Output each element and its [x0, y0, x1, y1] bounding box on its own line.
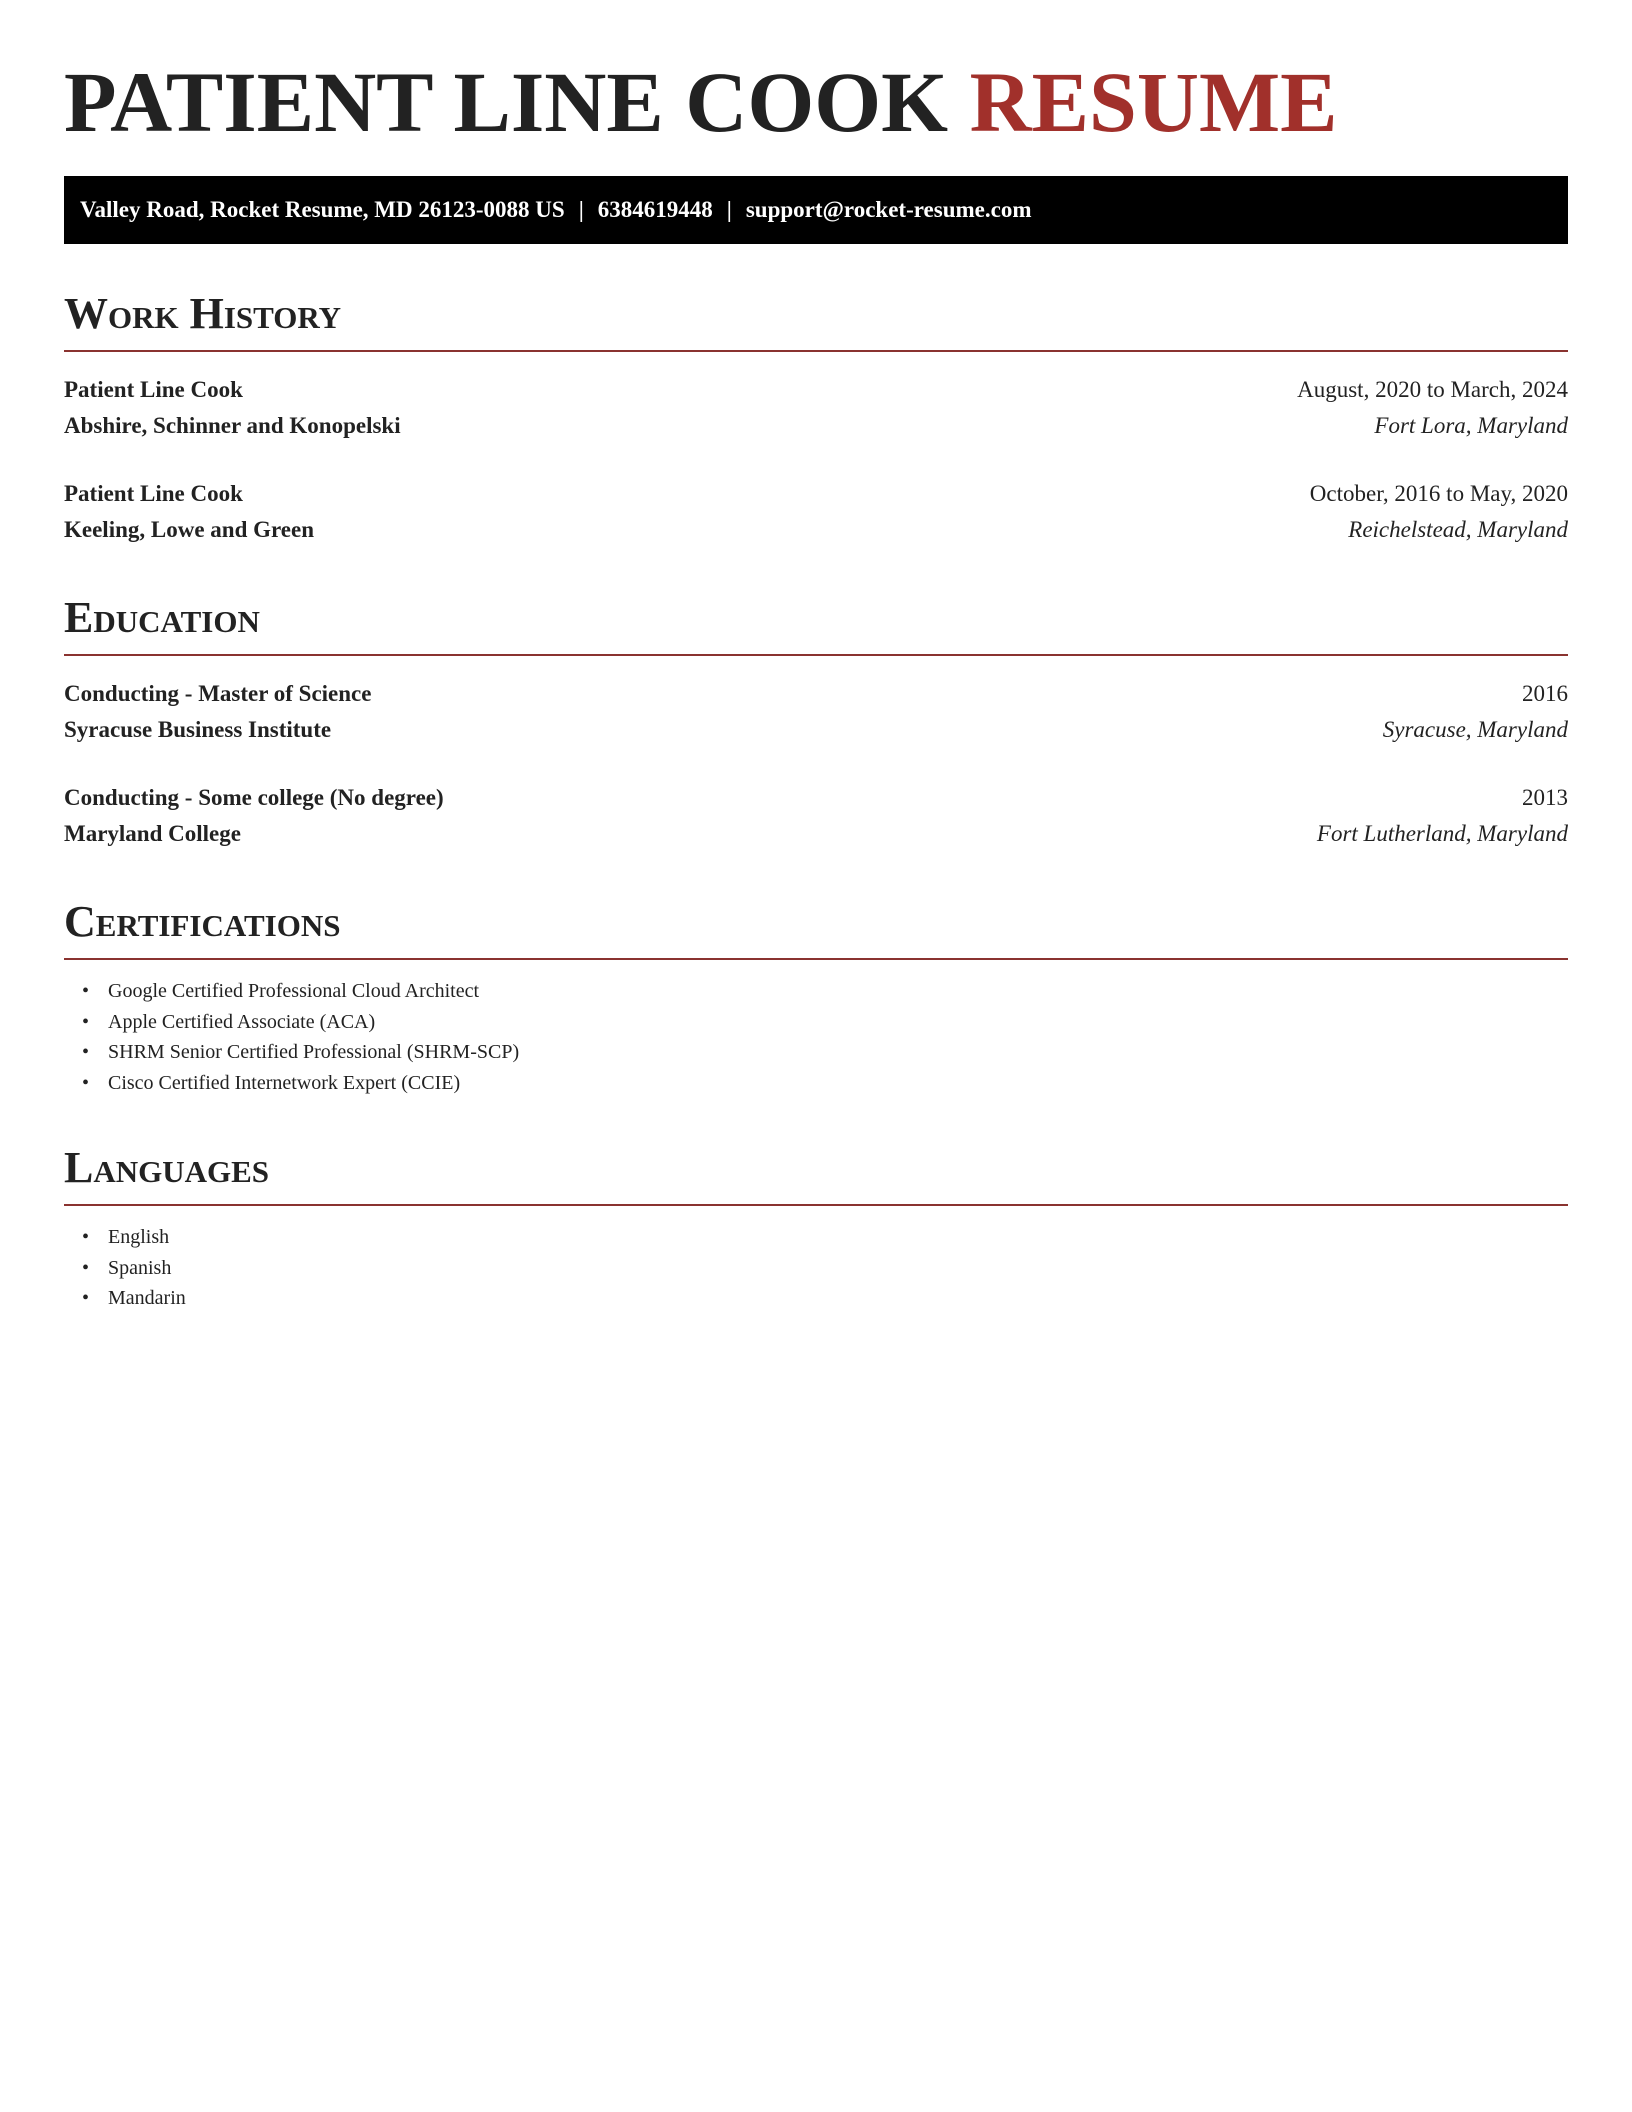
language-item: • English — [108, 1222, 1568, 1253]
education-entries — [64, 656, 1568, 852]
contact-email: support@rocket-resume.com — [745, 197, 1032, 222]
graduation-year: 2013 — [1522, 785, 1568, 810]
job-company-row — [64, 512, 1568, 548]
languages-section — [64, 1142, 1568, 1314]
job-location: Reichelstead, Maryland — [1348, 517, 1568, 542]
job-title: Patient Line Cook — [64, 377, 243, 402]
work-history-heading: Work History — [64, 288, 1568, 352]
contact-bar — [64, 176, 1568, 244]
title-main: PATIENT LINE COOK — [64, 54, 949, 150]
work-history-entries — [64, 352, 1568, 548]
languages-heading: Languages — [64, 1142, 1568, 1206]
work-history-section — [64, 288, 1568, 548]
contact-separator: | — [726, 197, 732, 222]
education-entry — [64, 676, 1568, 748]
language-item: • Spanish — [108, 1253, 1568, 1284]
school-row — [64, 816, 1568, 852]
school-location: Fort Lutherland, Maryland — [1316, 821, 1568, 846]
certification-item: • Cisco Certified Internetwork Expert (CCIE) — [108, 1068, 1568, 1099]
school: Syracuse Business Institute — [64, 717, 332, 742]
contact-address: Valley Road, Rocket Resume, MD 26123-0088 US — [80, 197, 565, 222]
graduation-year: 2016 — [1522, 681, 1568, 706]
degree: Conducting - Master of Science — [64, 681, 372, 706]
job-dates: October, 2016 to May, 2020 — [1309, 481, 1568, 506]
school-row — [64, 712, 1568, 748]
contact-phone: 6384619448 — [597, 197, 713, 222]
job-location: Fort Lora, Maryland — [1374, 413, 1568, 438]
school-location: Syracuse, Maryland — [1382, 717, 1568, 742]
job-entry — [64, 476, 1568, 548]
certification-item: • Apple Certified Associate (ACA) — [108, 1007, 1568, 1038]
job-entry — [64, 372, 1568, 444]
job-title-row — [64, 476, 1568, 512]
job-company-row — [64, 408, 1568, 444]
certification-item: • Google Certified Professional Cloud Architect — [108, 976, 1568, 1007]
resume-title — [64, 0, 1568, 152]
job-dates: August, 2020 to March, 2024 — [1297, 377, 1568, 402]
education-entry — [64, 780, 1568, 852]
languages-list — [64, 1206, 1568, 1314]
school: Maryland College — [64, 821, 241, 846]
degree: Conducting - Some college (No degree) — [64, 785, 444, 810]
title-accent: RESUME — [969, 54, 1338, 150]
certifications-heading: Certifications — [64, 896, 1568, 960]
contact-separator: | — [578, 197, 584, 222]
certifications-section — [64, 896, 1568, 1098]
certification-item: • SHRM Senior Certified Professional (SHRM-SCP) — [108, 1037, 1568, 1068]
job-title: Patient Line Cook — [64, 481, 243, 506]
education-section — [64, 592, 1568, 852]
degree-row — [64, 780, 1568, 816]
job-company: Keeling, Lowe and Green — [64, 517, 315, 542]
degree-row — [64, 676, 1568, 712]
education-heading: Education — [64, 592, 1568, 656]
language-item: • Mandarin — [108, 1283, 1568, 1314]
certifications-list — [64, 960, 1568, 1098]
job-title-row — [64, 372, 1568, 408]
job-company: Abshire, Schinner and Konopelski — [64, 413, 401, 438]
